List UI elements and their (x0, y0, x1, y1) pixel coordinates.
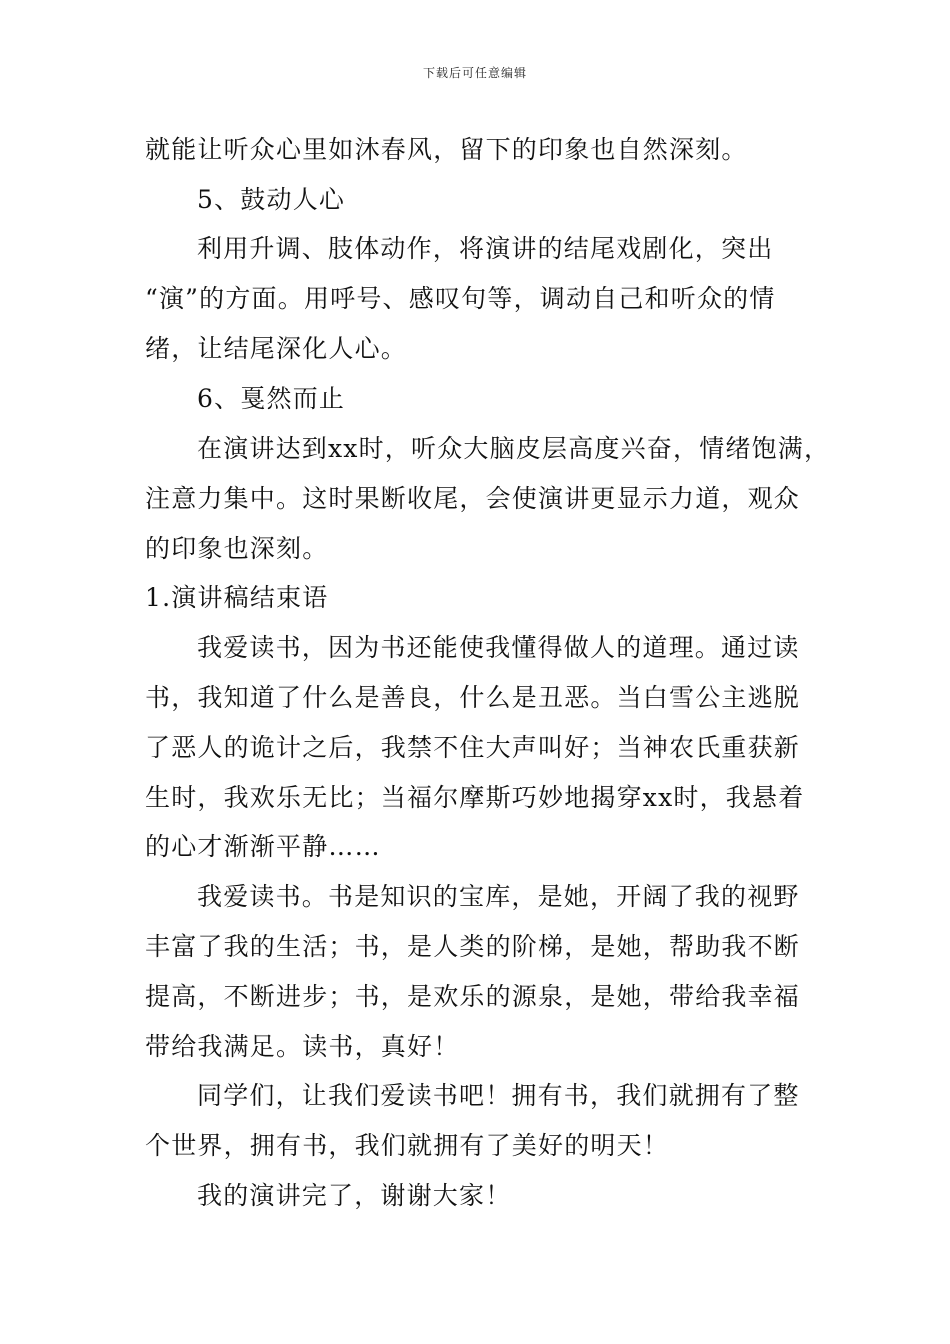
text-line: “演”的方面。用呼号、感叹句等，调动自己和听众的情 (145, 284, 776, 313)
text-line: 利用升调、肢体动作，将演讲的结尾戏剧化，突出 (197, 234, 774, 263)
text-line: 我的演讲完了，谢谢大家！ (197, 1181, 512, 1210)
text-line: 书，我知道了什么是善良，什么是丑恶。当白雪公主逃脱 (145, 683, 801, 712)
text-line: 带给我满足。读书，真好！ (145, 1032, 460, 1061)
text-line: 我爱读书，因为书还能使我懂得做人的道理。通过读 (197, 633, 800, 662)
text-line: 我爱读书。书是知识的宝库，是她，开阔了我的视野 (197, 882, 800, 911)
text-line: 提高，不断进步；书，是欢乐的源泉，是她，带给我幸福 (145, 982, 801, 1011)
section-heading: 1.演讲稿结束语 (145, 583, 329, 612)
text-line: 生时，我欢乐无比；当福尔摩斯巧妙地揭穿xx时，我悬着 (145, 783, 805, 812)
section-heading: 6、戛然而止 (197, 384, 346, 413)
section-heading: 5、鼓动人心 (197, 185, 346, 214)
text-line: 丰富了我的生活；书，是人类的阶梯，是她，帮助我不断 (145, 932, 801, 961)
text-line: 注意力集中。这时果断收尾，会使演讲更显示力道，观众 (145, 484, 801, 513)
text-line: 的心才渐渐平静…… (145, 832, 381, 861)
text-line: 个世界，拥有书，我们就拥有了美好的明天！ (145, 1131, 670, 1160)
text-line: 绪，让结尾深化人心。 (145, 334, 408, 363)
page-header-watermark: 下载后可任意编辑 (422, 66, 527, 80)
text-line: 了恶人的诡计之后，我禁不住大声叫好；当神农氏重获新 (145, 733, 801, 762)
text-line: 就能让听众心里如沐春风，留下的印象也自然深刻。 (145, 135, 748, 164)
text-line: 的印象也深刻。 (145, 534, 329, 563)
text-line: 同学们，让我们爱读书吧！拥有书，我们就拥有了整 (197, 1081, 800, 1110)
text-line: 在演讲达到xx时，听众大脑皮层高度兴奋，情绪饱满， (197, 434, 831, 463)
